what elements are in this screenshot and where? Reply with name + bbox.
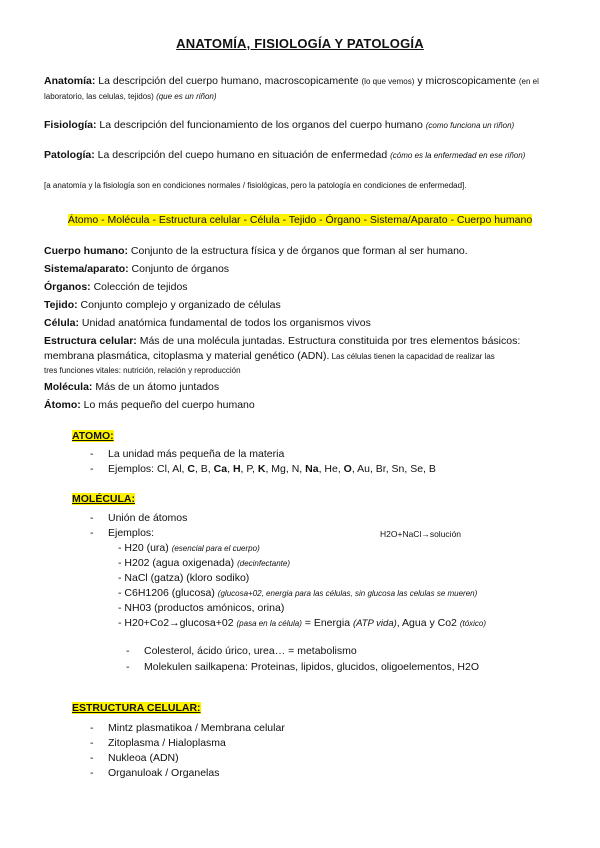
- estructura-item-3: Nukleoa (ADN): [108, 752, 179, 764]
- atomo-section-title: ATOMO:: [72, 430, 114, 442]
- bracket-note: [a anatomía y la fisiología son en condiciones normales / fisiológicas, pero la patología en condiciones de enfermedad].: [44, 181, 467, 190]
- molecula-item-1: Unión de átomos: [108, 512, 188, 524]
- molecula-example-5: - NH03 (productos amónicos, orina): [118, 602, 285, 614]
- molecula-section-title: MOLÉCULA:: [72, 493, 135, 505]
- anatomia-paragraph: Anatomía: La descripción del cuerpo humano, macroscopicamente (lo que vemos) y microscopicamente (en el laboratorio, las celulas, tejidos) (que es un riñon): [44, 75, 539, 101]
- estructura-item-4: Organuloak / Organelas: [108, 767, 220, 779]
- molecula-sub-2: Molekulen sailkapena: Proteinas, lipidos, glucidos, oligoelementos, H2O: [144, 661, 480, 673]
- def-estructura: Estructura celular: Más de una molécula juntadas. Estructura constituida por tres elementos básicos: membrana plasmática, citoplasma y material genético (ADN). Las células tienen la capacidad de realizar las tres funciones vitales: nutrición, relación y reproducción: [44, 335, 521, 375]
- page-title: ANATOMÍA, FISIOLOGÍA Y PATOLOGÍA: [176, 36, 424, 51]
- estructura-item-1: Mintz plasmatikoa / Membrana celular: [108, 722, 285, 734]
- def-sistema: Sistema/aparato: Conjunto de órganos: [44, 263, 230, 275]
- document-page: ANATOMÍA, FISIOLOGÍA Y PATOLOGÍA Anatomía: La descripción del cuerpo humano, macroscopicamente (lo que vemos) y microscopicamente (en el laboratorio, las celulas, tejidos) (que es un riñon) Fisiología: La descripción del funcionamiento de los organos del cuerpo humano (como funciona un riñon) Patología: La descripción del cuepo humano en situación de enfermedad (cómo es la enfermedad en ese riñon) [a anatomía y la fisiología son en condiciones normales / fisiológicas, pero la patología en condiciones de enfermedad]. Átomo - Molécula - Estructura celular - Célula - Tejido - Órgano - Sistema/Aparato - Cuerpo humano Cuerpo humano: Conjunto de la estructura física y de órganos que forman al ser humano. Sistema/aparato: Conjunto de órganos Órganos: Colección de tejidos Tejido: Conjunto complejo y organizado de células Célula: Unidad anatómica fundamental de todos los organismos vivos Estructura celular: Más de una molécula juntadas. Estructura constituida por tres elementos básicos: membrana plasmática, citoplasma y material genético (ADN). Las células tienen la capacidad de realizar las tres funciones vitales: nutrición, relación y reproducción Molécula: Más de un átomo juntados Átomo: Lo más pequeño del cuerpo humano ATOMO: - La unidad más pequeña de la materia - Ejemplos: Cl, Al, C, B, Ca, H, P, K, Mg, N, Na, He, O, Au, Br, Sn, Se, B MOLÉCULA: - Unión de átomos - Ejemplos: H2O+NaCl→solución - H20 (ura) (esencial para el cuerpo) - H202 (agua oxigenada) (decinfectante) - NaCl (gatza) (kloro sodiko) - C6H1206 (glucosa) (glucosa+02, energia para las células, sin glucosa las celulas se mueren) - NH03 (productos amónicos, orina) - H20+Co2→glucosa+02 (pasa en la célula) = Energia (ATP vida), Agua y Co2 (tóxico) - Colesterol, ácido úrico, urea… = metabolismo - Molekulen sailkapena: Proteinas, lipidos, glucidos, oligoelementos, H2O ESTRUCTURA CELULAR: - Mintz plasmatikoa / Membrana celular - Zitoplasma / Hialoplasma - Nukleoa (ADN) - Organuloak / Organelas: [0, 0, 600, 848]
- patologia-paragraph: Patología: La descripción del cuepo humano en situación de enfermedad (cómo es la enfermedad en ese riñon): [44, 149, 526, 161]
- anatomia-label: Anatomía:: [44, 75, 96, 87]
- molecula-example-2: - H202 (agua oxigenada) (decinfectante): [118, 557, 291, 569]
- def-cuerpo: Cuerpo humano: Conjunto de la estructura física y de órganos que forman al ser humano.: [44, 245, 468, 257]
- molecula-example-4: - C6H1206 (glucosa) (glucosa+02, energia para las células, sin glucosa las celulas se mueren): [118, 587, 478, 599]
- def-atomo: Átomo: Lo más pequeño del cuerpo humano: [44, 399, 255, 411]
- fisiologia-paragraph: Fisiología: La descripción del funcionamiento de los organos del cuerpo humano (como funciona un riñon): [44, 119, 515, 131]
- fisiologia-label: Fisiología:: [44, 119, 97, 131]
- reaction-note: H2O+NaCl→solución: [380, 529, 462, 539]
- atomo-item-1: La unidad más pequeña de la materia: [108, 448, 285, 460]
- def-tejido: Tejido: Conjunto complejo y organizado de células: [44, 299, 281, 311]
- def-organos: Órganos: Colección de tejidos: [44, 281, 188, 293]
- molecula-example-3: - NaCl (gatza) (kloro sodiko): [118, 572, 250, 584]
- molecula-example-6: - H20+Co2→glucosa+02 (pasa en la célula) = Energia (ATP vida), Agua y Co2 (tóxico): [118, 617, 487, 629]
- molecula-example-1: - H20 (ura) (esencial para el cuerpo): [118, 542, 260, 554]
- hierarchy-line: Átomo - Molécula - Estructura celular - Célula - Tejido - Órgano - Sistema/Aparato - Cuerpo humano: [67, 214, 533, 226]
- estructura-item-2: Zitoplasma / Hialoplasma: [108, 737, 226, 749]
- def-celula: Célula: Unidad anatómica fundamental de todos los organismos vivos: [44, 317, 371, 329]
- molecula-item-2: Ejemplos:: [108, 527, 155, 539]
- atomo-item-2: Ejemplos: Cl, Al, C, B, Ca, H, P, K, Mg, N, Na, He, O, Au, Br, Sn, Se, B: [108, 463, 436, 475]
- def-molecula: Molécula: Más de un átomo juntados: [44, 381, 220, 393]
- estructura-section-title: ESTRUCTURA CELULAR:: [72, 702, 201, 714]
- molecula-sub-1: Colesterol, ácido úrico, urea… = metabolismo: [144, 645, 357, 657]
- patologia-label: Patología:: [44, 149, 95, 161]
